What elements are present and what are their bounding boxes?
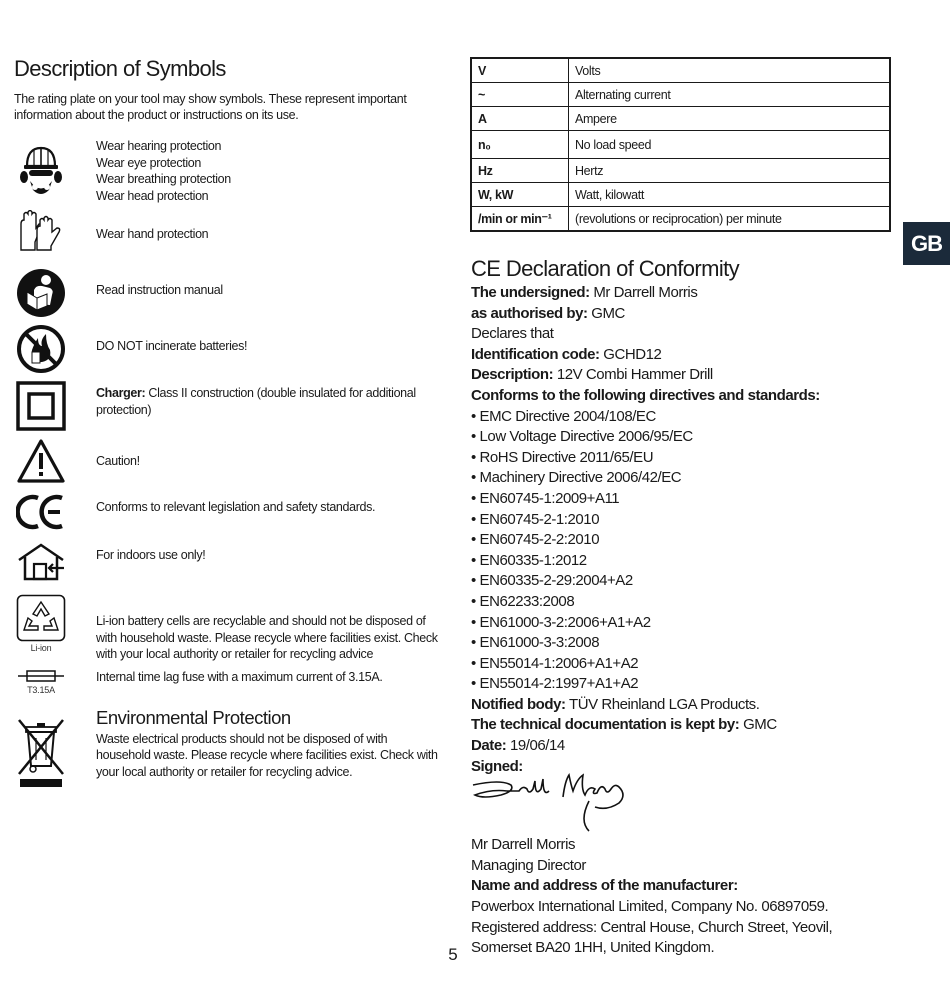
date-line (471, 736, 901, 757)
table-row (471, 83, 890, 107)
indoor-text: For indoors use only! (96, 548, 206, 562)
ppe-line-head: Wear head protection (96, 188, 209, 203)
ppe-line-hearing: Wear hearing protection (96, 139, 222, 153)
table-row (471, 58, 890, 83)
notified-body-line (471, 695, 901, 716)
ce-text: Conforms to relevant legislation and safety standards. (96, 500, 376, 514)
id-code-line (471, 345, 901, 366)
no-incinerate-text: DO NOT incinerate batteries! (96, 339, 248, 353)
caution-icon (14, 438, 68, 484)
charger-label: Charger: (96, 386, 146, 400)
manufacturer-line (471, 876, 901, 897)
unit-meaning: Hertz (569, 159, 891, 183)
unit-meaning: (revolutions or reciprocation) per minute (569, 207, 891, 232)
symbols-title: Description of Symbols (14, 56, 226, 81)
indoor-use-icon (14, 542, 68, 582)
notified-body-value: TÜV Rheinland LGA Products. (568, 695, 760, 713)
list-item: • EN60745-2-2:2010 (471, 530, 901, 551)
table-row (471, 183, 890, 207)
environment-text-block (96, 707, 441, 780)
list-item: • Low Voltage Directive 2006/95/EC (471, 427, 901, 448)
signer-title: Managing Director (471, 856, 586, 874)
fuse-caption: T3.15A (27, 685, 55, 695)
authorised-value: GMC (591, 304, 625, 322)
list-item: • RoHS Directive 2011/65/EU (471, 448, 901, 469)
list-item: • Machinery Directive 2006/42/EC (471, 468, 901, 489)
unit-symbol: n₀ (471, 131, 569, 159)
unit-symbol: W, kW (471, 183, 569, 207)
signed-label: Signed: (471, 757, 523, 775)
authorised-label: as authorised by: (471, 304, 588, 322)
unit-meaning: Alternating current (569, 83, 891, 107)
class-ii-description: Class II construction (double insulated for additional protection) (96, 386, 416, 417)
li-ion-caption: Li-ion (30, 643, 52, 653)
declares-line: Declares that (471, 325, 554, 343)
notified-body-label: Notified body: (471, 695, 566, 713)
environment-text: Waste electrical products should not be disposed of with household waste. Please recycle where facilities exist. Check with your local authority or retailer for recycling advice. (96, 731, 438, 779)
standards-list (471, 407, 901, 695)
unit-symbol: Hz (471, 159, 569, 183)
unit-meaning: Ampere (569, 107, 891, 131)
symbols-intro: The rating plate on your tool may show symbols. These represent important information about the product or instructions on its use. (14, 92, 407, 122)
authorised-line (471, 304, 901, 325)
caution-text: Caution! (96, 454, 140, 468)
conforms-line (471, 386, 901, 407)
ppe-line-eye: Wear eye protection (96, 155, 201, 170)
table-row (471, 207, 890, 232)
gloves-icon (14, 210, 68, 256)
ce-mark-icon (14, 492, 68, 532)
ppe-line-breathing: Wear breathing protection (96, 172, 231, 186)
table-row (471, 131, 890, 159)
gloves-text: Wear hand protection (96, 227, 209, 241)
ce-declaration (471, 256, 901, 959)
undersigned-value: Mr Darrell Morris (593, 284, 698, 301)
tech-doc-value: GMC (743, 716, 777, 734)
unit-symbol: ~ (471, 83, 569, 107)
list-item: • EN61000-3-3:2008 (471, 633, 901, 654)
list-item: • EN60745-2-1:2010 (471, 510, 901, 531)
units-table (470, 57, 891, 232)
language-tab-gb: GB (903, 222, 950, 265)
manufacturer-label: Name and address of the manufacturer: (471, 877, 738, 895)
undersigned-line (471, 283, 901, 304)
list-item: • EN61000-3-2:2006+A1+A2 (471, 613, 901, 634)
class-ii-icon (14, 381, 68, 431)
description-value: 12V Combi Hammer Drill (556, 366, 713, 384)
unit-meaning: No load speed (569, 131, 891, 159)
signer-name: Mr Darrell Morris (471, 836, 576, 854)
undersigned-label: The undersigned: (471, 284, 590, 301)
ppe-head-icon (14, 144, 68, 200)
ppe-text (96, 138, 441, 204)
id-code-label: Identification code: (471, 345, 600, 363)
list-item: • EN60335-1:2012 (471, 551, 901, 572)
recycle-li-ion-icon (14, 594, 68, 653)
table-row (471, 159, 890, 183)
manufacturer-address: Powerbox International Limited, Company No. 06897059. Registered address: Central House, Church Street, Yeovil, Somerset BA20 1HH, United Kingdom. (471, 898, 833, 957)
list-item: • EN60745-1:2009+A11 (471, 489, 901, 510)
id-code-value: GCHD12 (603, 345, 662, 363)
unit-symbol: V (471, 58, 569, 83)
manual-text: Read instruction manual (96, 283, 223, 297)
list-item: • EN55014-1:2006+A1+A2 (471, 654, 901, 675)
description-label: Description: (471, 366, 554, 384)
date-value: 19/06/14 (509, 737, 565, 755)
description-line (471, 365, 901, 386)
tech-doc-label: The technical documentation is kept by: (471, 716, 740, 734)
fuse-text: Internal time lag fuse with a maximum current of 3.15A. (96, 670, 383, 684)
class-ii-text (96, 385, 441, 418)
fuse-icon (14, 668, 68, 695)
no-incinerate-battery-icon (14, 324, 68, 374)
unit-meaning: Watt, kilowatt (569, 183, 891, 207)
read-manual-icon (14, 268, 68, 318)
recycle-text: Li-ion battery cells are recyclable and should not be disposed of with household waste. Please recycle where facilities exist. Check with your local authority or retailer for recycling advice (96, 614, 438, 661)
date-label: Date: (471, 737, 507, 755)
conforms-label: Conforms to the following directives and standards: (471, 386, 820, 404)
weee-bin-icon (14, 716, 68, 788)
ce-declaration-title: CE Declaration of Conformity (471, 256, 740, 281)
list-item: • EN60335-2-29:2004+A2 (471, 571, 901, 592)
environment-title: Environmental Protection (96, 707, 291, 728)
list-item: • EN55014-2:1997+A1+A2 (471, 674, 901, 695)
tech-doc-line (471, 715, 901, 736)
unit-symbol: /min or min⁻¹ (471, 207, 569, 232)
list-item: • EN62233:2008 (471, 592, 901, 613)
signature (471, 777, 901, 835)
unit-meaning: Volts (569, 58, 891, 83)
list-item: • EMC Directive 2004/108/EC (471, 407, 901, 428)
unit-symbol: A (471, 107, 569, 131)
table-row (471, 107, 890, 131)
page-number: 5 (448, 945, 458, 964)
